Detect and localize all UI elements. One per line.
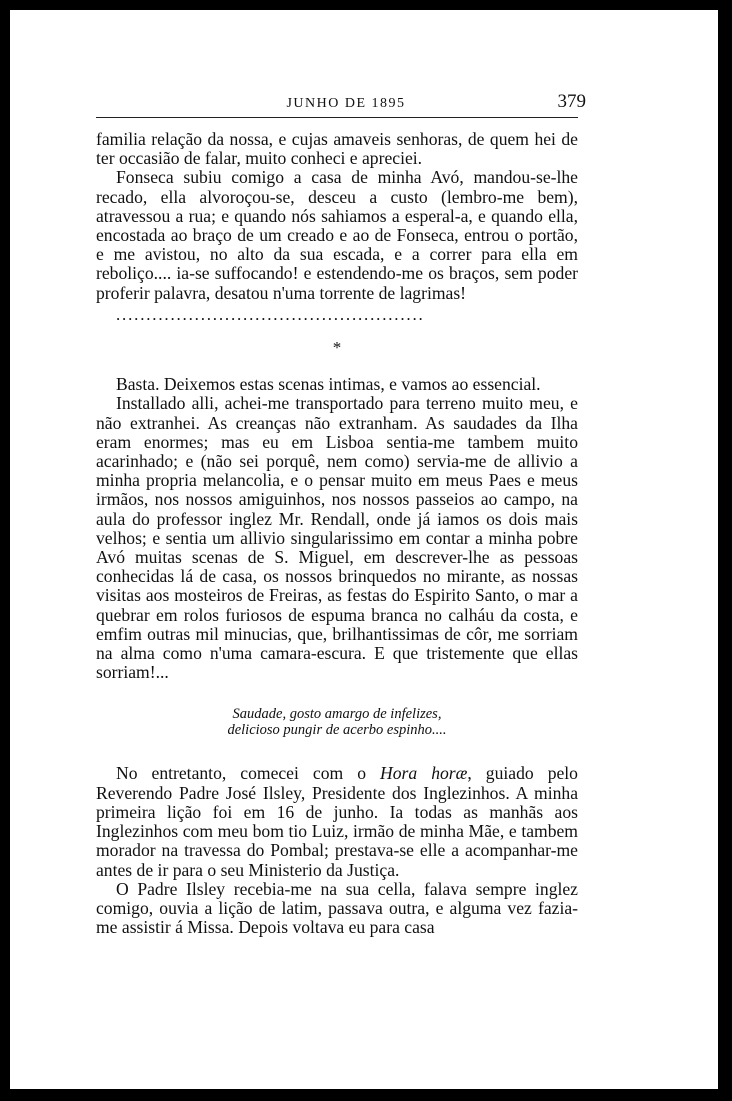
epigraph-line: Saudade, gosto amargo de infelizes, [232,706,442,723]
dotted-line: ................................................... [116,304,425,324]
section-break-asterisk: * [332,338,342,358]
text-run: No entretanto, comecei com o [116,763,381,784]
body-text [96,130,578,937]
text-run: , guiado pelo Reverendo Padre José Ilsley, Presidente dos Inglezinhos. A minha primeira lição foi em 16 de junho. Ia todas as manhãs aos Inglezinhos com meu bom tio Luiz, irmão de minha Mãe, e tambem morador na travessa do Pombal; prestava-se elle a acompanhar-me antes de ir para o seu Ministerio da Justiça. [96,763,578,880]
epigraph-line: delicioso pungir de acerbo espinho.... [227,722,447,739]
scan-edge-bottom [0,1089,732,1101]
running-head: JUNHO DE 1895 [286,96,406,111]
epigraph [96,706,578,738]
italic-title: Hora horæ [380,763,468,784]
paragraph: Fonseca subiu comigo a casa de minha Avó, mandou-se-lhe recado, ella alvoroçou-se, desceu a custo (lembro-me bem), atravessou a rua; e quando nós sahiamos a esperal-a, e quando ella, encostada ao braço de um creado e ao de Fonseca, entrou o portão, e me avistou, no alto da sua escada, e a correr para ella em reboliço.... ia-se suffocando! e estendendo-me os braços, sem poder proferir palavra, desatou n'uma torrente de lagrimas! [96,167,578,303]
header-rule [96,117,578,118]
paragraph: familia relação da nossa, e cujas amaveis senhoras, de quem hei de ter occasião de falar, muito conheci e apreciei. [96,129,578,169]
paragraph: Basta. Deixemos estas scenas intimas, e vamos ao essencial. [116,374,541,395]
paragraph: O Padre Ilsley recebia-me na sua cella, falava sempre inglez comigo, ouvia a lição de latim, passava outra, e alguma vez fazia-me assistir á Missa. Depois voltava eu para casa [96,878,578,938]
page-number: 379 [557,91,586,112]
paragraph: Installado alli, achei-me transportado para terreno muito meu, e não extranhei. As creanças não extranham. As saudades da Ilha eram enormes; mas eu em Lisboa sentia-me tambem muito acarinhado; e (não sei porquê, nem como) servia-me de allivio a minha propria melancolia, e o pensar muito em meus Paes e meus irmãos, nos nossos amiguinhos, nos nossos passeios ao campo, na aula do professor inglez Mr. Rendall, onde já iamos os dois mais velhos; e sentia um allivio singularissimo em contar a minha pobre Avó muitas scenas de S. Miguel, em descrever-lhe as pessoas conhecidas lá de casa, os nossos brinquedos no mirante, as nossas visitas aos mosteiros de Freiras, as festas do Espirito Santo, o mar a quebrar em rolos furiosos de espuma branca no calháu da costa, e emfim outras mil minucias, que, brilhantissimas de côr, me sorriam na alma como n'uma camara-escura. E que tristemente que ellas sorriam!... [96,393,578,683]
paragraph [96,764,578,879]
scan-edge-right [718,0,732,1101]
